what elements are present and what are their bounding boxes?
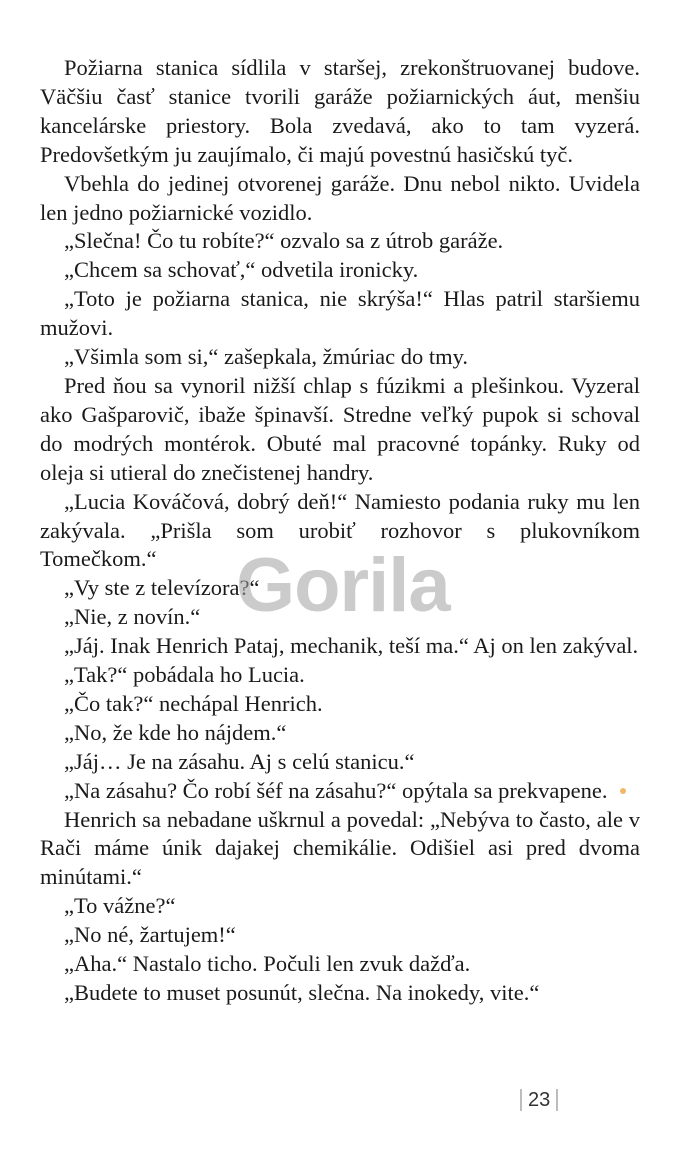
watermark-logo: Gorila [236, 543, 450, 628]
dialogue-line: „Čo tak?“ nechápal Henrich. [64, 690, 323, 716]
page-number: 23 [528, 1088, 551, 1111]
page-number-box [520, 1085, 558, 1115]
dialogue-line: „Chcem sa schovať,“ odvetila ironicky. [64, 257, 419, 283]
body-text [40, 54, 640, 1008]
dialogue-line: „Nie, z novín.“ [64, 604, 201, 630]
dialogue-line: „Tak?“ pobádala ho Lucia. [64, 662, 305, 688]
page-number-right-bar [556, 1089, 558, 1111]
dialogue-line: „No, že kde ho nájdem.“ [64, 719, 287, 745]
dialogue-line: „Toto je požiarna stanica, nie skrýša!“ Hlas patril staršiemu mužovi. [40, 286, 640, 341]
dialogue-line: „Budete to muset posunút, slečna. Na inokedy, vite.“ [64, 980, 540, 1005]
dialogue-line: „Jáj… Je na zásahu. Aj s celú stanicu.“ [64, 748, 415, 774]
dialogue-line: „Slečna! Čo tu robíte?“ ozvalo sa z útrob garáže. [64, 228, 504, 254]
dialogue-line: „No né, žartujem!“ [64, 922, 236, 948]
paragraph: Požiarna stanica sídlila v staršej, zrekonštruovanej budove. Väčšiu časť stanice tvorili garáže požiarnických áut, menšiu kancelárske priestory. Bola zvedavá, ako to tam vyzerá. Predovšetkým ju zaujímalo, či majú povestnú hasičskú tyč. [40, 55, 640, 167]
paragraph: Vbehla do jedinej otvorenej garáže. Dnu nebol nikto. Uvidela len jedno požiarnické vozidlo. [40, 170, 640, 225]
dialogue-line: „To vážne?“ [64, 893, 176, 919]
dialogue-line: „Na zásahu? Čo robí šéf na zásahu?“ opýtala sa prekvapene. [64, 777, 608, 803]
dialogue-line: „Jáj. Inak Henrich Pataj, mechanik, teší ma.“ Aj on len zakýval. [64, 633, 639, 659]
dialogue-line: „Vy ste z televízora?“ [64, 575, 260, 601]
paragraph: Henrich sa nebadane uškrnul a povedal: „Nebýva to často, ale v Rači máme únik dajakej chemikálie. Odišiel asi pred dvoma minútami.“ [40, 806, 640, 890]
ink-smudge [620, 788, 626, 794]
dialogue-line: „Aha.“ Nastalo ticho. Počuli len zvuk dažďa. [64, 951, 471, 977]
paragraph: Pred ňou sa vynoril nižší chlap s fúzikmi a plešinkou. Vyzeral ako Gašparovič, ibaže špinavší. Stredne veľký pupok si schoval do modrých montérok. Obuté mal pracovné topánky. Ruky od oleja si utieral do znečistenej handry. [40, 372, 640, 485]
dialogue-line: „Lucia Kováčová, dobrý deň!“ Namiesto podania ruky mu len zakývala. „Prišla som urobiť rozhovor s plukovníkom Tomečkom.“ [40, 488, 640, 572]
dialogue-line: „Všimla som si,“ zašepkala, žmúriac do tmy. [64, 344, 469, 370]
